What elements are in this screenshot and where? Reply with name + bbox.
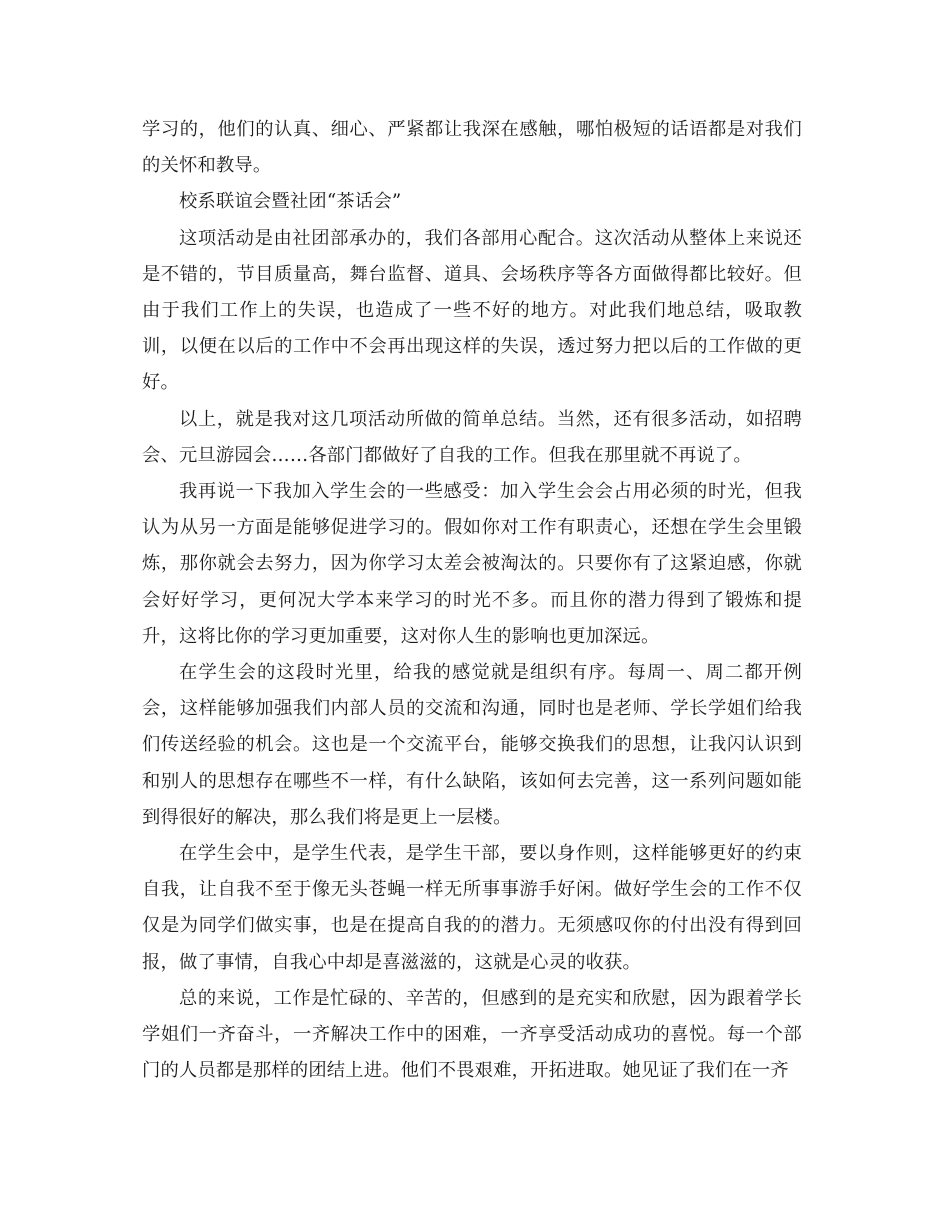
document-page [142, 112, 802, 1089]
paragraph-continuation: 学习的，他们的认真、细心、严紧都让我深在感触，哪怕极短的话语都是对我们的关怀和教导。 [142, 119, 802, 177]
paragraph-conclusion: 总的来说，工作是忙碌的、辛苦的，但感到的是充实和欣慰，因为跟着学长学姐们一齐奋斗，一齐解决工作中的困难，一齐享受活动成功的喜悦。每一个部门的人员都是那样的团结上进。他们不畏艰难，开拓进取。她见证了我们在一齐 [142, 987, 802, 1082]
paragraph-activity-review: 这项活动是由社团部承办的，我们各部用心配合。这次活动从整体上来说还是不错的，节目质量高，舞台监督、道具、会场秩序等各方面做得都比较好。但由于我们工作上的失误，也造成了一些不好的地方。对此我们地总结，吸取教训，以便在以后的工作中不会再出现这样的失误，透过努力把以后的工作做的更好。 [142, 227, 802, 394]
paragraph-joining-feelings: 我再说一下我加入学生会的一些感受：加入学生会会占用必须的时光，但我认为从另一方面是能够促进学习的。假如你对工作有职责心，还想在学生会里锻炼，那你就会去努力，因为你学习太差会被淘汰的。只要你有了这紧迫感，你就会好好学习，更何况大学本来学习的时光不多。而且你的潜力得到了锻炼和提升，这将比你的学习更加重要，这对你人生的影响也更加深远。 [142, 481, 802, 647]
paragraph-organization: 在学生会的这段时光里，给我的感觉就是组织有序。每周一、周二都开例会，这样能够加强我们内部人员的交流和沟通，同时也是老师、学长学姐们给我们传送经验的机会。这也是一个交流平台，能够交换我们的思想，让我闪认识到和别人的思想存在哪些不一样，有什么缺陷，该如何去完善，这一系列问题如能到得很好的解决，那么我们将是更上一层楼。 [142, 662, 802, 828]
section-heading-tea-party: 校系联谊会暨社团“茶话会” [179, 191, 402, 213]
paragraph-role-model: 在学生会中，是学生代表，是学生干部，要以身作则，这样能够更好的约束自我，让自我不至于像无头苍蝇一样无所事事游手好闲。做好学生会的工作不仅仅是为同学们做实事，也是在提高自我的的潜力。无须感叹你的付出没有得到回报，做了事情，自我心中却是喜滋滋的，这就是心灵的收获。 [142, 843, 802, 973]
paragraph-summary-of-activities: 以上，就是我对这几项活动所做的简单总结。当然，还有很多活动，如招聘会、元旦游园会……各部门都做好了自我的工作。但我在那里就不再说了。 [142, 408, 802, 466]
